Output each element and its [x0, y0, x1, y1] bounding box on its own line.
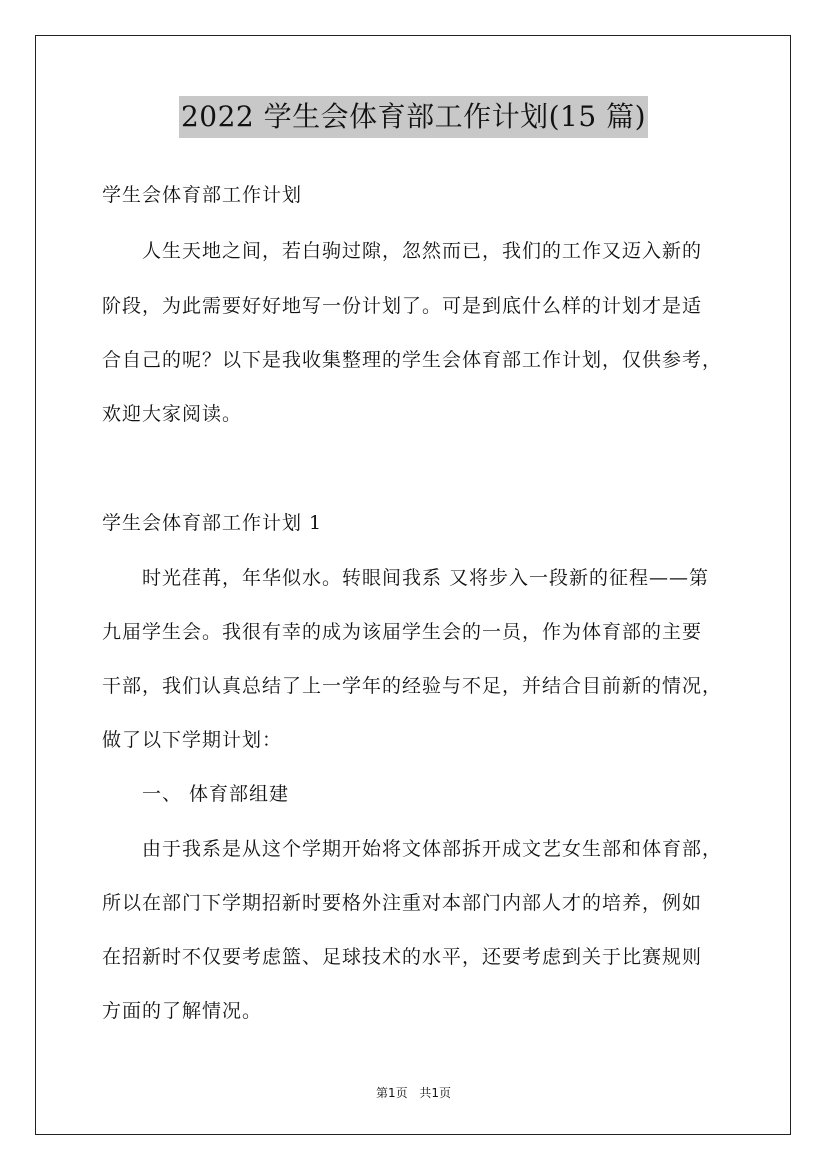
paragraph-line: 在招新时不仅要考虑篮、足球技术的水平，还要考虑到关于比赛规则	[102, 946, 703, 968]
paragraph-line: 九届学生会。我很有幸的成为该届学生会的一员，作为体育部的主要	[102, 621, 703, 643]
paragraph-line: 由于我系是从这个学期开始将文体部拆开成文艺女生部和体育部，	[142, 838, 723, 860]
paragraph-line: 方面的了解情况。	[102, 1000, 263, 1022]
subsection-heading: 一、 体育部组建	[142, 783, 290, 805]
paragraph-line: 人生天地之间，若白驹过隙，忽然而已，我们的工作又迈入新的	[142, 240, 703, 262]
paragraph-line: 所以在部门下学期招新时要格外注重对本部门内部人才的培养，例如	[102, 892, 703, 914]
section-heading: 学生会体育部工作计划	[102, 184, 303, 206]
paragraph-line: 做了以下学期计划：	[102, 729, 283, 751]
paragraph-line: 时光荏苒，年华似水。转眼间我系 又将步入一段新的征程——第	[142, 567, 710, 589]
page-number: 第1页	[375, 1086, 408, 1100]
page-footer	[0, 1084, 827, 1101]
paragraph-line: 干部，我们认真总结了上一学年的经验与不足，并结合目前新的情况，	[102, 675, 723, 697]
title-container	[0, 96, 827, 138]
page-total: 共1页	[419, 1086, 452, 1100]
document-title: 2022 学生会体育部工作计划(15 篇)	[179, 96, 648, 138]
section-heading: 学生会体育部工作计划 1	[102, 512, 323, 534]
paragraph-line: 阶段，为此需要好好地写一份计划了。可是到底什么样的计划才是适	[102, 295, 703, 317]
paragraph-line: 欢迎大家阅读。	[102, 403, 243, 425]
paragraph-line: 合自己的呢？以下是我收集整理的学生会体育部工作计划，仅供参考，	[102, 349, 723, 371]
